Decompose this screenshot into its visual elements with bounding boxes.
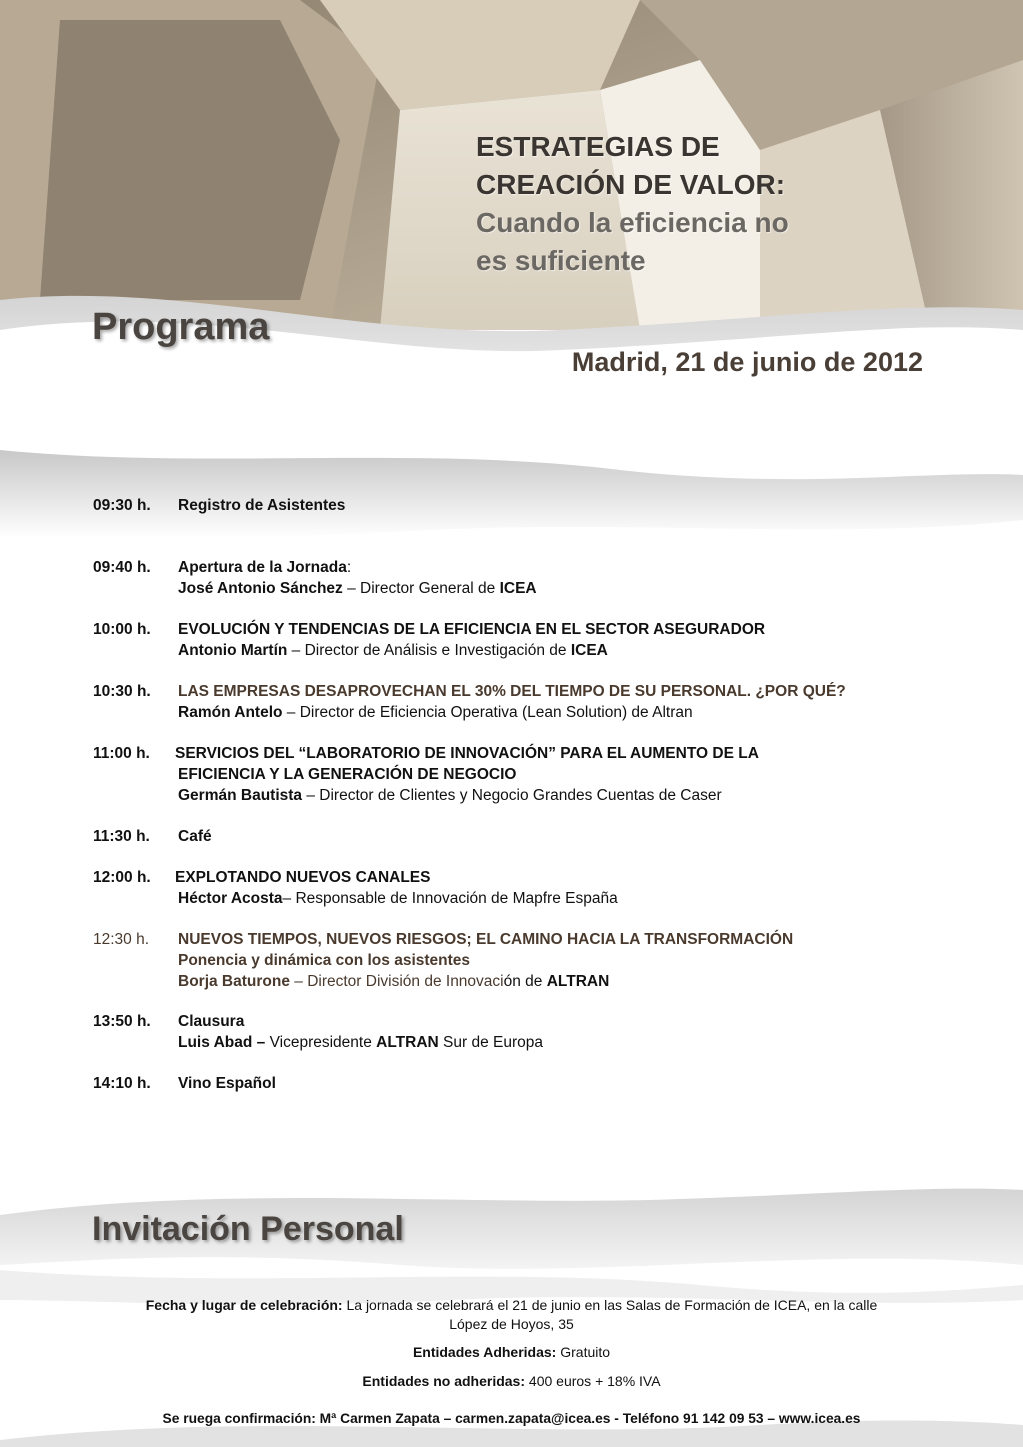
agenda-org: ICEA: [570, 642, 608, 659]
agenda-title: EVOLUCIÓN Y TENDENCIAS DE LA EFICIENCIA EN EL SECTOR ASEGURADOR: [178, 621, 766, 638]
rsvp-contact: Se ruega confirmación: Mª Carmen Zapata – carmen.zapata@icea.es - Teléfono 91 142 09 53 – www.icea.es: [162, 1411, 861, 1426]
agenda-speaker: Antonio Martín: [178, 642, 288, 659]
agenda-title: LAS EMPRESAS DESAPROVECHAN EL 30% DEL TIEMPO DE SU PERSONAL. ¿POR QUÉ?: [178, 683, 846, 700]
agenda-title: EXPLOTANDO NUEVOS CANALES: [175, 869, 431, 886]
venue-info: [100, 1296, 923, 1334]
venue-address: López de Hoyos, 35: [449, 1316, 574, 1332]
agenda-time: 12:00 h.: [93, 869, 151, 886]
agenda-time: 13:50 h.: [93, 1013, 151, 1030]
agenda-subtitle: Ponencia y dinámica con los asistentes: [178, 952, 471, 969]
agenda-title: Registro de Asistentes: [178, 497, 346, 514]
agenda-time: 14:10 h.: [93, 1075, 151, 1092]
agenda-role: – Director División de Innovaci: [289, 973, 504, 990]
agenda-time: 09:30 h.: [93, 497, 151, 514]
title-line-1: ESTRATEGIAS DE: [476, 131, 720, 162]
members-price: [100, 1343, 923, 1362]
agenda-title: Café: [178, 828, 212, 845]
agenda-role: – Responsable de Innovación de Mapfre España: [282, 890, 618, 907]
invitation-heading: Invitación Personal: [92, 1210, 404, 1248]
agenda-speaker: José Antonio Sánchez: [178, 580, 343, 597]
program-heading: Programa: [92, 306, 270, 348]
subtitle-line-1: Cuando la eficiencia no: [476, 207, 789, 238]
agenda-title: Vino Español: [178, 1075, 276, 1092]
agenda-time: 12:30 h.: [93, 931, 150, 948]
agenda-time: 10:00 h.: [93, 621, 151, 638]
venue-text: La jornada se celebrará el 21 de junio en las Salas de Formación de ICEA, en la calle: [342, 1297, 878, 1313]
agenda-time: 11:00 h.: [93, 745, 150, 762]
agenda-role: – Director de Eficiencia Operativa (Lean Solution) de Altran: [282, 704, 693, 721]
nonmembers-label: Entidades no adheridas:: [362, 1373, 526, 1389]
agenda-title: Apertura de la Jornada: [178, 559, 347, 576]
agenda-role: – Director de Clientes y Negocio Grandes Cuentas de Caser: [302, 787, 722, 804]
agenda-role-cont: ón de: [503, 973, 547, 990]
nonmembers-value: 400 euros + 18% IVA: [525, 1373, 661, 1389]
agenda-speaker: Luis Abad –: [178, 1034, 266, 1051]
agenda-title-cont: EFICIENCIA Y LA GENERACIÓN DE NEGOCIO: [178, 766, 517, 783]
agenda-role: Vicepresidente: [265, 1034, 377, 1051]
agenda-speaker: Borja Baturone: [178, 973, 290, 990]
agenda-role: – Director General de: [342, 580, 500, 597]
members-label: Entidades Adheridas:: [412, 1344, 557, 1360]
agenda-speaker: Héctor Acosta: [178, 890, 283, 907]
agenda-role-after: Sur de Europa: [438, 1034, 543, 1051]
agenda-title: SERVICIOS DEL “LABORATORIO DE INNOVACIÓN” PARA EL AUMENTO DE LA: [175, 745, 759, 762]
agenda-role: – Director de Análisis e Investigación de: [287, 642, 571, 659]
agenda-org: ALTRAN: [546, 973, 610, 990]
members-value: Gratuito: [556, 1344, 611, 1360]
agenda-title: Clausura: [178, 1013, 245, 1030]
title-line-2: CREACIÓN DE VALOR:: [476, 169, 786, 200]
agenda-time: 11:30 h.: [93, 828, 150, 845]
agenda-title-suffix: :: [346, 559, 352, 576]
agenda-time: 10:30 h.: [93, 683, 151, 700]
agenda-title: NUEVOS TIEMPOS, NUEVOS RIESGOS; EL CAMINO HACIA LA TRANSFORMACIÓN: [178, 931, 794, 948]
agenda-speaker: Ramón Antelo: [178, 704, 283, 721]
agenda-org: ALTRAN: [376, 1034, 439, 1051]
agenda-speaker: Germán Bautista: [178, 787, 303, 804]
event-date: Madrid, 21 de junio de 2012: [571, 347, 923, 377]
hero-title: [476, 128, 896, 280]
agenda-time: 09:40 h.: [93, 559, 151, 576]
agenda-org: ICEA: [499, 580, 537, 597]
nonmembers-price: [100, 1372, 923, 1391]
venue-label: Fecha y lugar de celebración:: [145, 1297, 343, 1313]
subtitle-line-2: es suficiente: [476, 245, 646, 276]
